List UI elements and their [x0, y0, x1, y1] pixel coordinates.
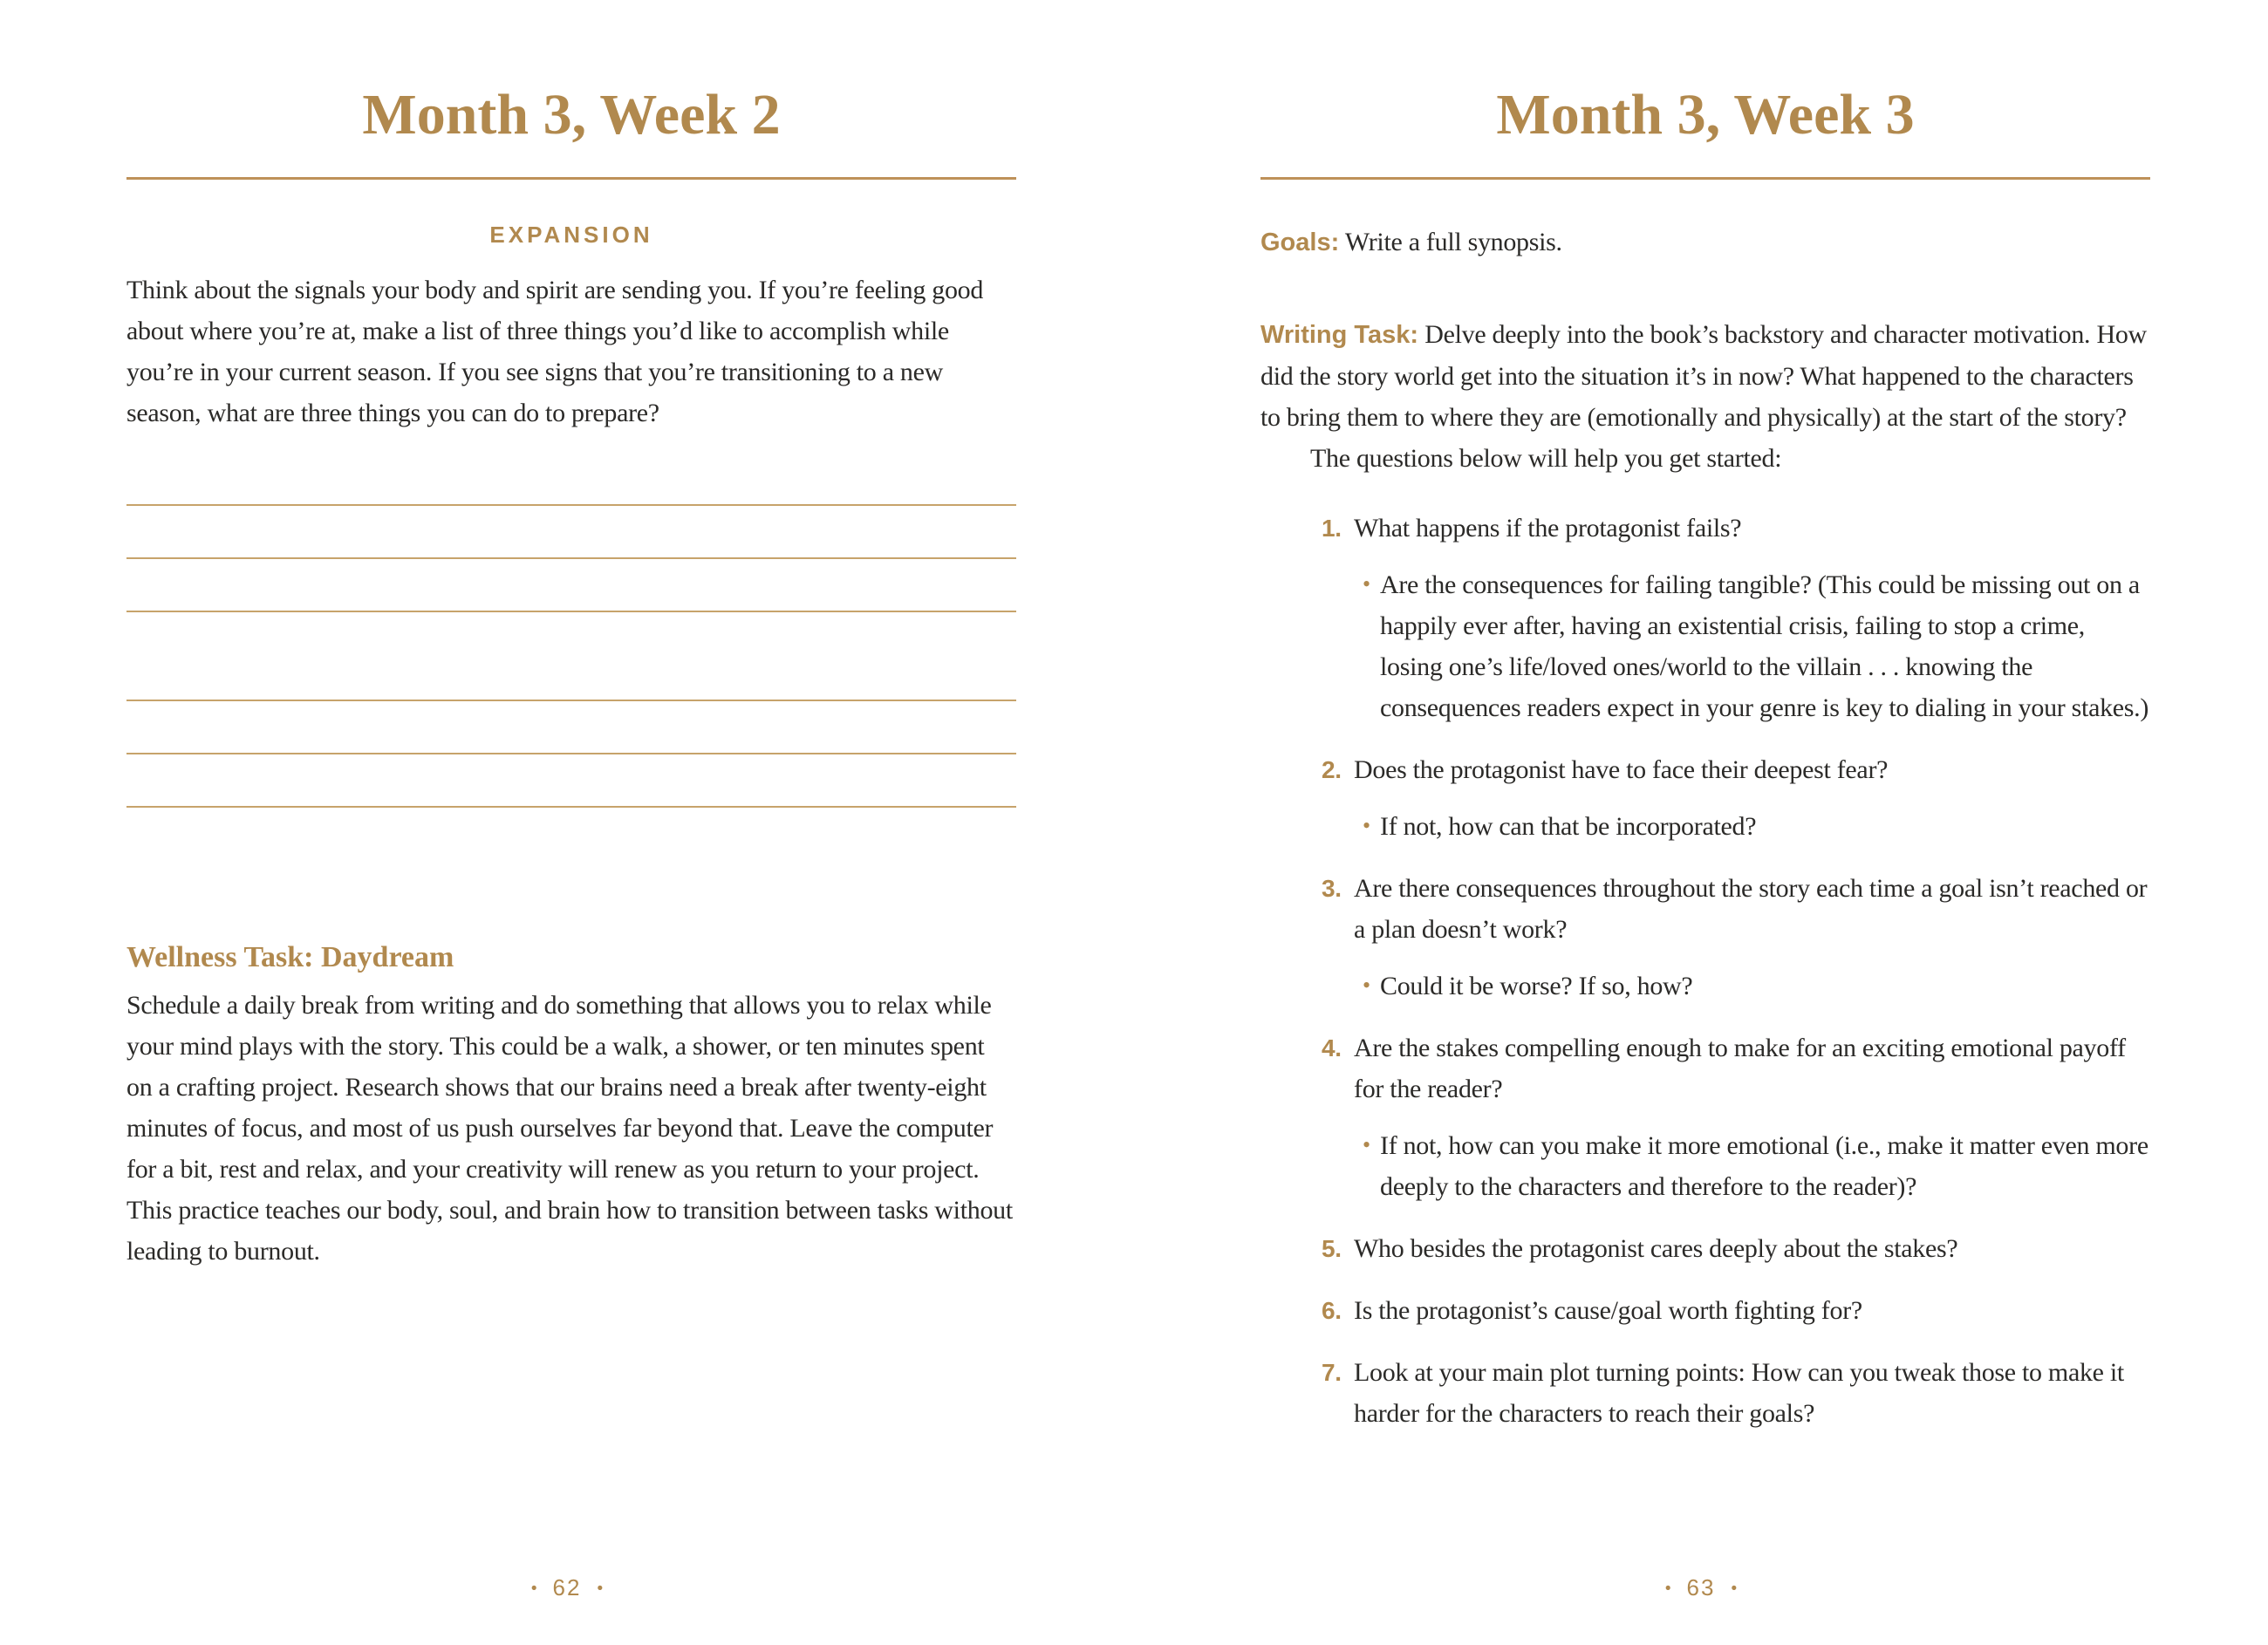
question-text: Is the protagonist’s cause/goal worth fighting for?	[1354, 1296, 1862, 1326]
footer-dot-icon: •	[597, 1580, 604, 1598]
question-number: 2.	[1322, 756, 1342, 784]
question-item	[1260, 1290, 2150, 1331]
writing-line	[126, 506, 1016, 559]
question-sub-list	[1354, 1125, 2150, 1207]
sub-bullet-text: Are the consequences for failing tangible? (This could be missing out on a happily ever after, having an existential crisis, failing to stop a crime, losing one’s life/loved ones/world to the villain . . . knowing the consequences readers expect in your genre is key to dialing in your stakes.)	[1380, 570, 2149, 723]
question-item	[1260, 508, 2150, 728]
writing-task-label: Writing Task:	[1260, 321, 1418, 350]
question-number: 4.	[1322, 1034, 1342, 1062]
questions-intro: The questions below will help you get started:	[1310, 444, 1782, 474]
sub-bullet-text: Could it be worse? If so, how?	[1380, 972, 1693, 1001]
wellness-task-text: Schedule a daily break from writing and do something that allows you to relax while your mind plays with the story. This could be a walk, a shower, or ten minutes spent on a crafting project. Research shows that our brains need a break after twenty-eight minutes of focus, and most of us push ourselves far beyond that. Leave the computer for a bit, rest and relax, and your creativity will renew as you return to your project. This practice teaches our body, soul, and brain how to transition between tasks without leading to burnout.	[126, 990, 1013, 1266]
sub-bullet-item	[1354, 806, 2150, 847]
question-text: Are the stakes compelling enough to make for an exciting emotional payoff for the reader?	[1354, 1034, 2126, 1104]
page-number-value: 62	[552, 1574, 582, 1601]
question-item	[1260, 868, 2150, 1007]
question-sub-list	[1354, 966, 2150, 1007]
writing-line	[126, 648, 1016, 701]
bullet-dot-icon: •	[1363, 813, 1370, 839]
question-text: Are there consequences throughout the story each time a goal isn’t reached or a plan doesn’t work?	[1354, 874, 2148, 945]
question-number: 3.	[1322, 875, 1342, 903]
question-item	[1260, 749, 2150, 847]
sub-bullet-text: If not, how can that be incorporated?	[1380, 812, 1757, 842]
sub-bullet-item	[1354, 966, 2150, 1007]
question-item	[1260, 1027, 2150, 1207]
question-number: 7.	[1322, 1359, 1342, 1387]
page-title: Month 3, Week 3	[1496, 83, 1915, 147]
writing-line	[126, 453, 1016, 506]
writing-task-paragraph	[1260, 314, 2150, 438]
page-number	[0, 1574, 1134, 1601]
writing-line	[126, 701, 1016, 754]
bullet-dot-icon: •	[1363, 571, 1370, 597]
page-title: Month 3, Week 2	[362, 83, 781, 147]
goals-line	[1260, 222, 2150, 263]
sub-bullet-item	[1354, 564, 2150, 728]
sub-bullet-item	[1354, 1125, 2150, 1207]
question-item	[1260, 1228, 2150, 1269]
questions-list	[1260, 508, 2150, 1434]
question-item	[1260, 1352, 2150, 1434]
question-number: 5.	[1322, 1235, 1342, 1263]
sub-bullet-text: If not, how can you make it more emotional (i.e., make it matter even more deeply to the characters and therefore to the reader)?	[1380, 1131, 2148, 1202]
writing-lines-group-1	[126, 453, 1016, 612]
question-sub-list	[1354, 564, 2150, 728]
question-text: Look at your main plot turning points: How can you tweak those to make it harder for the characters to reach their goals?	[1354, 1358, 2124, 1429]
writing-lines-group-2	[126, 648, 1016, 808]
page-number	[1134, 1574, 2268, 1601]
question-text: Who besides the protagonist cares deeply about the stakes?	[1354, 1234, 1958, 1264]
page-number-value: 63	[1686, 1574, 1716, 1601]
writing-task-text: Delve deeply into the book’s backstory and character motivation. How did the story world get into the situation it’s in now? What happened to the characters to bring them to where they are (emotionally and physically) at the start of the story?	[1260, 320, 2147, 433]
bullet-dot-icon: •	[1363, 1132, 1370, 1158]
section-label: EXPANSION	[489, 222, 653, 249]
footer-dot-icon: •	[530, 1580, 537, 1598]
question-sub-list	[1354, 806, 2150, 847]
title-divider	[1260, 177, 2150, 180]
writing-line	[126, 559, 1016, 612]
question-number: 6.	[1322, 1297, 1342, 1325]
expansion-prompt-text: Think about the signals your body and spirit are sending you. If you’re feeling good about where you’re at, make a list of three things you’d like to accomplish while you’re in your current season. If you see signs that you’re transitioning to a new season, what are three things you can do to prepare?	[126, 276, 984, 428]
question-text: Does the protagonist have to face their deepest fear?	[1354, 755, 1889, 785]
question-text: What happens if the protagonist fails?	[1354, 514, 1742, 543]
footer-dot-icon: •	[1664, 1580, 1671, 1598]
footer-dot-icon: •	[1731, 1580, 1738, 1598]
bullet-dot-icon: •	[1363, 973, 1370, 999]
right-page	[1134, 0, 2268, 1645]
writing-line	[126, 754, 1016, 808]
goals-label: Goals:	[1260, 229, 1340, 257]
wellness-task-heading: Wellness Task: Daydream	[126, 941, 454, 974]
question-number: 1.	[1322, 515, 1342, 543]
goals-text: Write a full synopsis.	[1344, 228, 1562, 257]
title-divider	[126, 177, 1016, 180]
